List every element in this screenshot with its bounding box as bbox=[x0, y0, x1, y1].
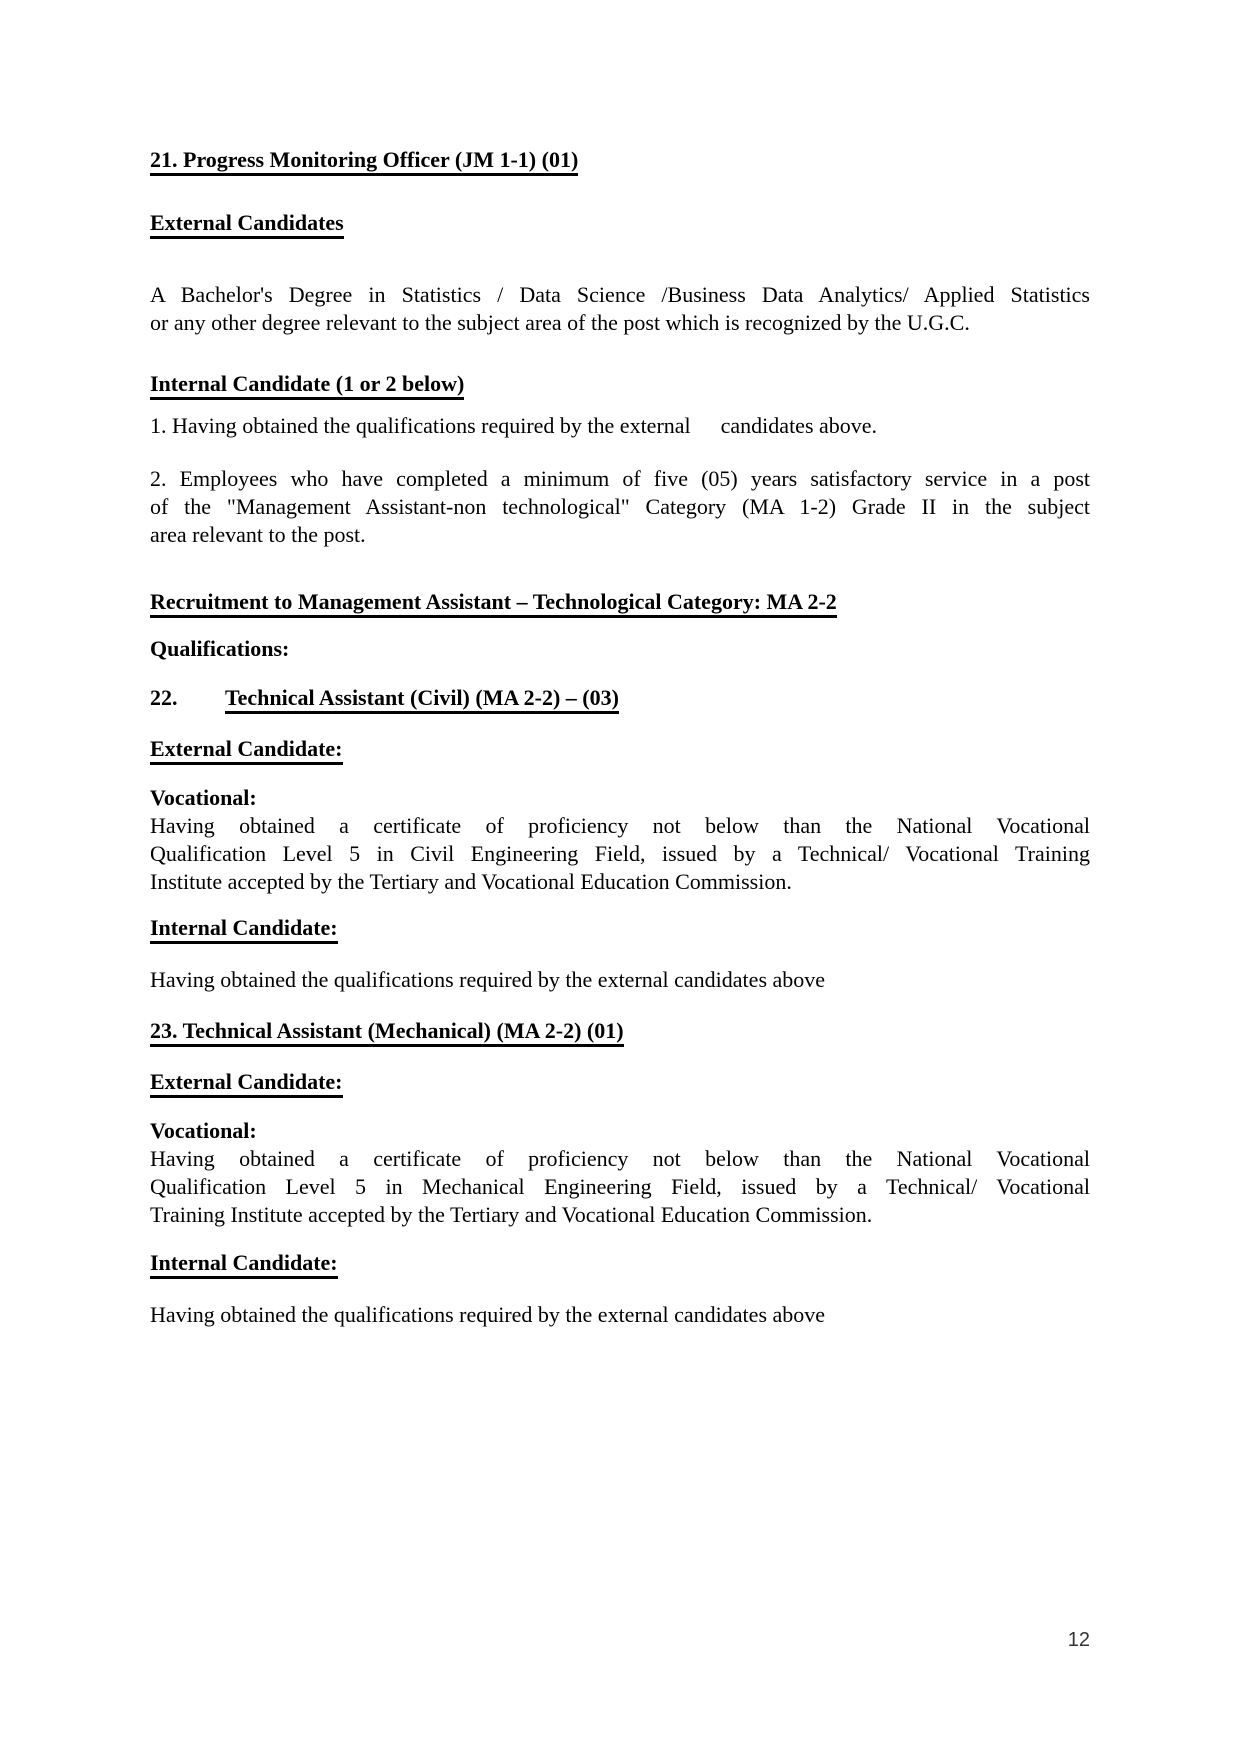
section-22-number: 22. bbox=[150, 685, 178, 710]
section-22-vocational-label: Vocational: bbox=[150, 785, 257, 810]
section-22-title: Technical Assistant (Civil) (MA 2-2) – (03) bbox=[225, 685, 619, 714]
section-22-external-heading bbox=[150, 735, 1090, 763]
section-23-heading bbox=[150, 1017, 1090, 1045]
section-22-vocational-block bbox=[150, 784, 1090, 896]
internal-item-1-suffix: candidates above. bbox=[720, 413, 878, 438]
section-23-external-heading bbox=[150, 1068, 1090, 1096]
paragraph-line: Having obtained a certificate of proficiency not below than the National Vocational bbox=[150, 1146, 1090, 1171]
paragraph-line: area relevant to the post. bbox=[150, 522, 366, 547]
section-22-internal-heading-text: Internal Candidate: bbox=[150, 915, 338, 944]
paragraph-line: Having obtained a certificate of proficiency not below than the National Vocational bbox=[150, 813, 1090, 838]
section-23-vocational-block bbox=[150, 1117, 1090, 1229]
section-23-heading-text: 23. Technical Assistant (Mechanical) (MA 2-2) (01) bbox=[150, 1018, 624, 1047]
internal-item-1 bbox=[150, 412, 1090, 440]
page-number: 12 bbox=[1067, 1629, 1090, 1651]
section-23-internal-text: Having obtained the qualifications required by the external candidates above bbox=[150, 1302, 826, 1327]
external-candidates-heading-text: External Candidates bbox=[150, 210, 344, 239]
section-22-external-heading-text: External Candidate: bbox=[150, 736, 343, 765]
qualifications-label: Qualifications: bbox=[150, 636, 290, 661]
paragraph-line: or any other degree relevant to the subject area of the post which is recognized by the U.G.C. bbox=[150, 310, 970, 335]
paragraph-line: A Bachelor's Degree in Statistics / Data Science /Business Data Analytics/ Applied Statistics bbox=[150, 282, 1090, 307]
section-22-heading bbox=[150, 684, 1090, 712]
recruitment-category-heading bbox=[150, 588, 1090, 616]
section-22-vocational-paragraph bbox=[150, 812, 1090, 896]
paragraph-line: Institute accepted by the Tertiary and Vocational Education Commission. bbox=[150, 869, 792, 894]
section-21-heading-text: 21. Progress Monitoring Officer (JM 1-1) (01) bbox=[150, 147, 578, 176]
section-23-external-heading-text: External Candidate: bbox=[150, 1069, 343, 1098]
section-23-internal-heading-text: Internal Candidate: bbox=[150, 1250, 338, 1279]
internal-candidate-1or2-heading-text: Internal Candidate (1 or 2 below) bbox=[150, 371, 464, 400]
internal-candidate-1or2-heading bbox=[150, 370, 1090, 398]
section-23-vocational-paragraph bbox=[150, 1145, 1090, 1229]
paragraph-line: 2. Employees who have completed a minimum of five (05) years satisfactory service in a post bbox=[150, 466, 1090, 491]
paragraph-line: Qualification Level 5 in Mechanical Engineering Field, issued by a Technical/ Vocational bbox=[150, 1174, 1090, 1199]
paragraph-line: Qualification Level 5 in Civil Engineering Field, issued by a Technical/ Vocational Training bbox=[150, 841, 1090, 866]
section-22-internal-heading bbox=[150, 914, 1090, 942]
section-21-heading bbox=[150, 146, 1090, 174]
section-23-vocational-label: Vocational: bbox=[150, 1118, 257, 1143]
section-22-internal-text: Having obtained the qualifications required by the external candidates above bbox=[150, 967, 826, 992]
paragraph-line: Training Institute accepted by the Tertiary and Vocational Education Commission. bbox=[150, 1202, 873, 1227]
section-23-internal-heading bbox=[150, 1249, 1090, 1277]
internal-item-1-prefix: 1. Having obtained the qualifications required by the external bbox=[150, 413, 691, 438]
paragraph-line: of the "Management Assistant-non technological" Category (MA 1-2) Grade II in the subject bbox=[150, 494, 1090, 519]
recruitment-category-heading-text: Recruitment to Management Assistant – Technological Category: MA 2-2 bbox=[150, 589, 837, 618]
external-candidates-paragraph bbox=[150, 281, 1090, 337]
external-candidates-heading bbox=[150, 209, 1090, 237]
internal-item-2 bbox=[150, 465, 1090, 549]
